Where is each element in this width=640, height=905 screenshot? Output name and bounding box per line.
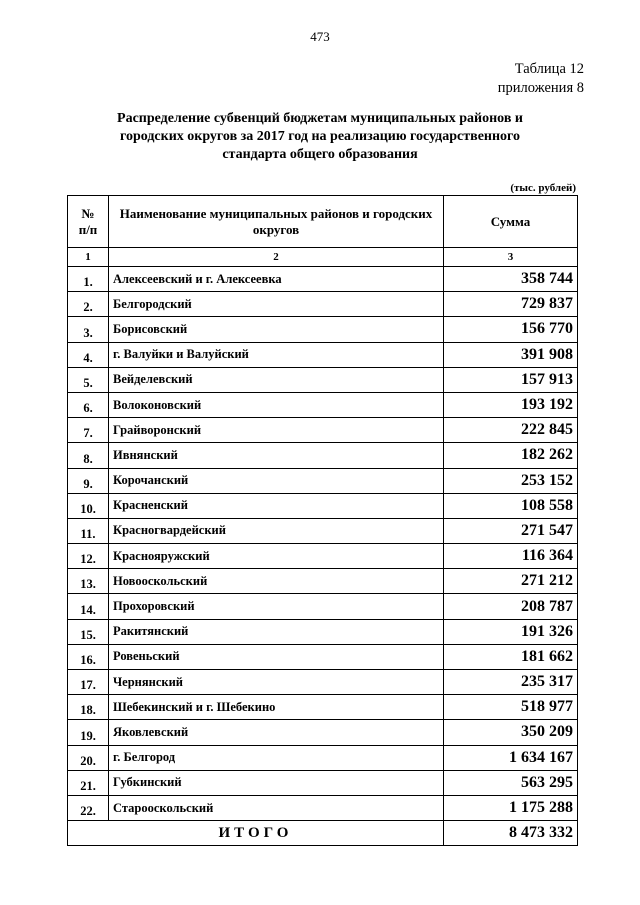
table-row — [68, 544, 578, 569]
subvention-table — [67, 195, 578, 846]
row-sum: 271 212 — [444, 569, 578, 594]
row-name: Старооскольский — [109, 795, 444, 820]
row-sum: 1 175 288 — [444, 795, 578, 820]
table-reference — [498, 60, 584, 98]
table-row — [68, 342, 578, 367]
table-row — [68, 670, 578, 695]
row-sum: 271 547 — [444, 518, 578, 543]
table-row — [68, 569, 578, 594]
row-number: 1. — [68, 267, 109, 292]
table-row — [68, 594, 578, 619]
row-sum: 116 364 — [444, 544, 578, 569]
row-name: Краснояружский — [109, 544, 444, 569]
row-number: 15. — [68, 619, 109, 644]
row-number: 16. — [68, 644, 109, 669]
row-number: 9. — [68, 468, 109, 493]
column-number-row — [68, 248, 578, 267]
table-row — [68, 468, 578, 493]
row-sum: 729 837 — [444, 292, 578, 317]
units-label: (тыс. рублей) — [510, 182, 576, 194]
row-sum: 157 913 — [444, 367, 578, 392]
row-name: г. Белгород — [109, 745, 444, 770]
row-name: Красногвардейский — [109, 518, 444, 543]
row-sum: 208 787 — [444, 594, 578, 619]
table-header-row — [68, 196, 578, 248]
row-number: 18. — [68, 695, 109, 720]
row-number: 3. — [68, 317, 109, 342]
row-sum: 350 209 — [444, 720, 578, 745]
column-number: 2 — [109, 248, 444, 267]
row-name: Белгородский — [109, 292, 444, 317]
row-sum: 193 192 — [444, 392, 578, 417]
table-row — [68, 267, 578, 292]
header-sum: Сумма — [444, 196, 578, 248]
row-name: Борисовский — [109, 317, 444, 342]
row-name: Прохоровский — [109, 594, 444, 619]
row-sum: 235 317 — [444, 670, 578, 695]
row-sum: 518 977 — [444, 695, 578, 720]
row-number: 7. — [68, 418, 109, 443]
row-sum: 253 152 — [444, 468, 578, 493]
table-row — [68, 443, 578, 468]
total-sum: 8 473 332 — [444, 821, 578, 846]
row-number: 17. — [68, 670, 109, 695]
row-sum: 358 744 — [444, 267, 578, 292]
table-row — [68, 367, 578, 392]
total-label: ИТОГО — [68, 821, 444, 846]
table-row — [68, 392, 578, 417]
row-name: Корочанский — [109, 468, 444, 493]
table-row — [68, 518, 578, 543]
row-number: 6. — [68, 392, 109, 417]
document-title — [78, 110, 562, 164]
row-name: Шебекинский и г. Шебекино — [109, 695, 444, 720]
table-reference-line-1: Таблица 12 — [514, 61, 584, 77]
row-number: 21. — [68, 770, 109, 795]
row-name: Волоконовский — [109, 392, 444, 417]
row-number: 22. — [68, 795, 109, 820]
table-row — [68, 292, 578, 317]
table-row — [68, 418, 578, 443]
table-row — [68, 695, 578, 720]
table-row — [68, 644, 578, 669]
row-number: 5. — [68, 367, 109, 392]
row-sum: 181 662 — [444, 644, 578, 669]
document-title-line-3: стандарта общего образования — [222, 147, 418, 162]
row-name: Новооскольский — [109, 569, 444, 594]
row-number: 4. — [68, 342, 109, 367]
table-row — [68, 745, 578, 770]
document-title-line-1: Распределение субвенций бюджетам муниципальных районов и — [117, 111, 523, 126]
row-name: Красненский — [109, 493, 444, 518]
row-name: Яковлевский — [109, 720, 444, 745]
row-number: 13. — [68, 569, 109, 594]
row-sum: 182 262 — [444, 443, 578, 468]
page-number: 473 — [310, 29, 330, 44]
row-name: Губкинский — [109, 770, 444, 795]
row-name: Чернянский — [109, 670, 444, 695]
row-number: 2. — [68, 292, 109, 317]
row-number: 12. — [68, 544, 109, 569]
table-row — [68, 795, 578, 820]
column-number: 1 — [68, 248, 109, 267]
row-sum: 108 558 — [444, 493, 578, 518]
table-row — [68, 720, 578, 745]
row-name: Ракитянский — [109, 619, 444, 644]
row-name: Ровеньский — [109, 644, 444, 669]
row-name: Вейделевский — [109, 367, 444, 392]
row-number: 20. — [68, 745, 109, 770]
table-row — [68, 619, 578, 644]
table-row — [68, 770, 578, 795]
row-sum: 563 295 — [444, 770, 578, 795]
row-sum: 222 845 — [444, 418, 578, 443]
row-sum: 191 326 — [444, 619, 578, 644]
row-number: 19. — [68, 720, 109, 745]
row-name: Алексеевский и г. Алексеевка — [109, 267, 444, 292]
table-row — [68, 317, 578, 342]
row-sum: 391 908 — [444, 342, 578, 367]
total-row — [68, 821, 578, 846]
row-number: 14. — [68, 594, 109, 619]
header-name: Наименование муниципальных районов и городских округов — [109, 196, 444, 248]
header-number: № п/п — [68, 196, 109, 248]
row-number: 8. — [68, 443, 109, 468]
row-name: Ивнянский — [109, 443, 444, 468]
row-name: Грайворонский — [109, 418, 444, 443]
table-body — [68, 267, 578, 821]
document-title-line-2: городских округов за 2017 год на реализацию государственного — [119, 129, 521, 144]
table-row — [68, 493, 578, 518]
row-sum: 1 634 167 — [444, 745, 578, 770]
row-name: г. Валуйки и Валуйский — [109, 342, 444, 367]
table-reference-line-2: приложения 8 — [497, 80, 584, 96]
row-number: 11. — [68, 518, 109, 543]
row-sum: 156 770 — [444, 317, 578, 342]
row-number: 10. — [68, 493, 109, 518]
column-number: 3 — [444, 248, 578, 267]
